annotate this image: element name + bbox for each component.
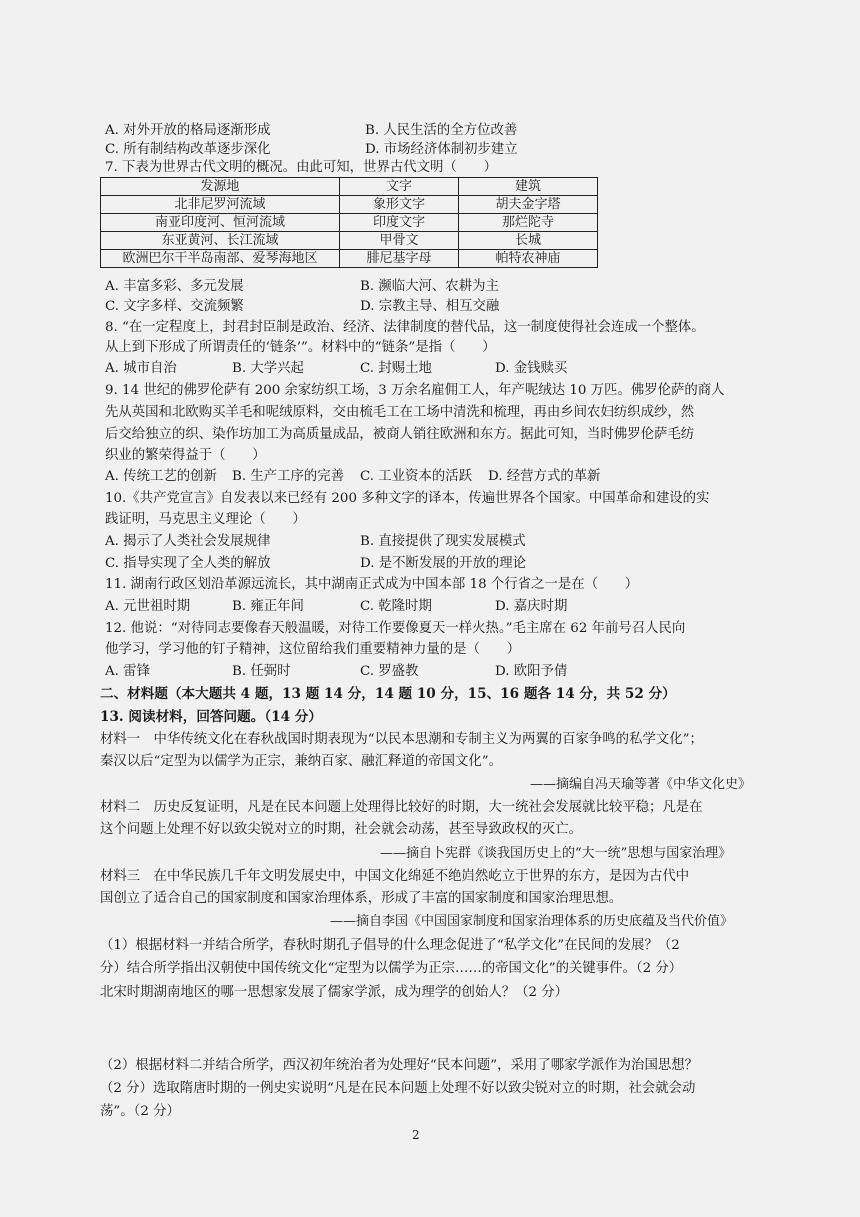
q8-option-a: A. 城市自治	[105, 361, 177, 376]
q7-option-b: B. 濒临大河、农耕为主	[360, 279, 499, 294]
table-header-row	[101, 178, 598, 196]
q10-line-1: 10.《共产党宣言》自发表以来已经有 200 多种文字的译本，传遍世界各个国家。中国革命和建设的实	[105, 491, 710, 506]
table-cell: 那烂陀寺	[459, 214, 598, 232]
q7-stem: 7. 下表为世界古代文明的概况。由此可知，世界古代文明（ ）	[105, 160, 497, 175]
q13-sub2-line-3: 荡”。（2 分）	[100, 1104, 180, 1119]
civilization-table	[100, 177, 598, 268]
q12-line-1: 12. 他说：“对待同志要像春天般温暖，对待工作要像夏天一样火热。”毛主席在 62 年前号召人民向	[105, 621, 686, 636]
table-row	[101, 196, 598, 214]
table-row	[101, 250, 598, 268]
q13-sub2-line-2: （2 分）选取隋唐时期的一例史实说明“凡是在民本问题上处理不好以致尖锐对立的时期，社会就会动	[100, 1081, 696, 1096]
q12-line-2: 他学习，学习他的钉子精神，这位留给我们重要精神力量的是（ ）	[105, 642, 521, 657]
q10-line-2: 践证明，马克思主义理论（ ）	[105, 512, 306, 527]
q8-line-2: 从上到下形成了所谓责任的‘链条’”。材料中的“链条”是指（ ）	[105, 340, 496, 355]
table-cell: 东亚黄河、长江流域	[101, 232, 340, 250]
material-1-source: ——摘编自冯天瑜等著《中华文化史》	[530, 777, 752, 792]
table-cell: 腓尼基字母	[340, 250, 459, 268]
q8-option-c: C. 封赐土地	[360, 361, 432, 376]
q8-line-1: 8. “在一定程度上，封君封臣制是政治、经济、法律制度的替代品，这一制度使得社会连成一个整体。	[105, 320, 705, 335]
table-header-cell: 发源地	[101, 178, 340, 196]
q10-option-a: A. 揭示了人类社会发展规律	[105, 534, 271, 549]
q9-option-a: A. 传统工艺的创新	[105, 469, 217, 484]
page-number: 2	[412, 1128, 420, 1142]
table-cell: 印度文字	[340, 214, 459, 232]
table-cell: 欧洲巴尔干半岛南部、爱琴海地区	[101, 250, 340, 268]
q11-option-d: D. 嘉庆时期	[495, 599, 568, 614]
q13-sub1-line-3: 北宋时期湖南地区的哪一思想家发展了儒家学派，成为理学的创始人？（2 分）	[100, 985, 569, 1000]
table-row	[101, 214, 598, 232]
table-cell: 甲骨文	[340, 232, 459, 250]
material-3-line-2: 国创立了适合自己的国家制度和国家治理体系，形成了丰富的国家制度和国家治理思想。	[100, 891, 623, 906]
q8-option-d: D. 金钱赎买	[495, 361, 568, 376]
q9-option-b: B. 生产工序的完善	[232, 469, 345, 484]
q9-line-1: 9. 14 世纪的佛罗伦萨有 200 余家纺织工场，3 万余名雇佣工人，年产呢绒达 10 万匹。佛罗伦萨的商人	[105, 383, 725, 398]
q6-option-a: A. 对外开放的格局逐渐形成	[105, 123, 271, 138]
q12-option-d: D. 欧阳予倩	[495, 664, 568, 679]
table-cell: 长城	[459, 232, 598, 250]
q7-option-c: C. 文字多样、交流频繁	[105, 299, 244, 314]
q6-option-b: B. 人民生活的全方位改善	[365, 123, 518, 138]
q7-option-a: A. 丰富多彩、多元发展	[105, 279, 244, 294]
q10-option-b: B. 直接提供了现实发展模式	[360, 534, 526, 549]
q11-option-a: A. 元世祖时期	[105, 599, 191, 614]
table-header-cell: 建筑	[459, 178, 598, 196]
q10-option-c: C. 指导实现了全人类的解放	[105, 556, 271, 571]
q13-sub2-line-1: （2）根据材料二并结合所学，西汉初年统治者为处理好“民本问题”，采用了哪家学派作为治国思想？	[100, 1058, 699, 1073]
q8-option-b: B. 大学兴起	[232, 361, 304, 376]
material-3-source: ——摘自李国《中国国家制度和国家治理体系的历史底蕴及当代价值》	[330, 914, 734, 929]
q11-option-c: C. 乾隆时期	[360, 599, 432, 614]
q6-option-d: D. 市场经济体制初步建立	[365, 142, 518, 157]
q12-option-a: A. 雷锋	[105, 664, 150, 679]
q9-line-3: 后交给独立的织、染作坊加工为高质量成品，被商人销往欧洲和东方。据此可知，当时佛罗伦萨毛纺	[105, 427, 695, 442]
q9-line-4: 织业的繁荣得益于（ ）	[105, 448, 266, 463]
q13-title: 13. 阅读材料，回答问题。（14 分）	[100, 709, 322, 725]
section-heading: 二、材料题（本大题共 4 题，13 题 14 分，14 题 10 分，15、16 题各 14 分，共 52 分）	[100, 686, 676, 702]
material-2-line-1: 材料二 历史反复证明，凡是在民本问题上处理得比较好的时期，大一统社会发展就比较平稳；凡是在	[100, 800, 703, 815]
material-1-line-2: 秦汉以后“定型为以儒学为正宗，兼纳百家、融汇释道的帝国文化”。	[100, 754, 503, 769]
table-cell: 南亚印度河、恒河流域	[101, 214, 340, 232]
q13-sub1-line-1: （1）根据材料一并结合所学，春秋时期孔子倡导的什么理念促进了“私学文化”在民间的发展？（2	[100, 938, 680, 953]
table-header-cell: 文字	[340, 178, 459, 196]
q10-option-d: D. 是不断发展的开放的理论	[360, 556, 527, 571]
material-2-line-2: 这个问题上处理不好以致尖锐对立的时期，社会就会动荡，甚至导致政权的灭亡。	[100, 822, 583, 837]
q12-option-c: C. 罗盛教	[360, 664, 419, 679]
q12-option-b: B. 任弼时	[232, 664, 291, 679]
q9-option-c: C. 工业资本的活跃	[360, 469, 473, 484]
material-3-line-1: 材料三 在中华民族几千年文明发展史中，中国文化绵延不绝岿然屹立于世界的东方，是因为古代中	[100, 869, 690, 884]
q9-option-d: D. 经营方式的革新	[488, 469, 601, 484]
material-1-line-1: 材料一 中华传统文化在春秋战国时期表现为“以民本思潮和专制主义为两翼的百家争鸣的私学文化”；	[100, 732, 703, 747]
material-2-source: ——摘自卜宪群《谈我国历史上的“大一统”思想与国家治理》	[380, 846, 732, 861]
q7-option-d: D. 宗教主导、相互交融	[360, 299, 500, 314]
table-cell: 象形文字	[340, 196, 459, 214]
q13-sub1-line-2: 分）结合所学指出汉朝使中国传统文化“定型为以儒学为正宗……的帝国文化”的关键事件。（2 分）	[100, 961, 683, 976]
q9-line-2: 先从英国和北欧购买羊毛和呢绒原料，交由梳毛工在工场中清洗和梳理，再由乡间农妇纺织成纱，然	[105, 405, 695, 420]
table-cell: 帕特农神庙	[459, 250, 598, 268]
q6-option-c: C. 所有制结构改革逐步深化	[105, 142, 271, 157]
table-cell: 北非尼罗河流域	[101, 196, 340, 214]
table-row	[101, 232, 598, 250]
q11-option-b: B. 雍正年间	[232, 599, 304, 614]
q11-line-1: 11. 湖南行政区划沿革源远流长，其中湖南正式成为中国本部 18 个行省之一是在（ ）	[105, 577, 639, 592]
table-cell: 胡夫金字塔	[459, 196, 598, 214]
